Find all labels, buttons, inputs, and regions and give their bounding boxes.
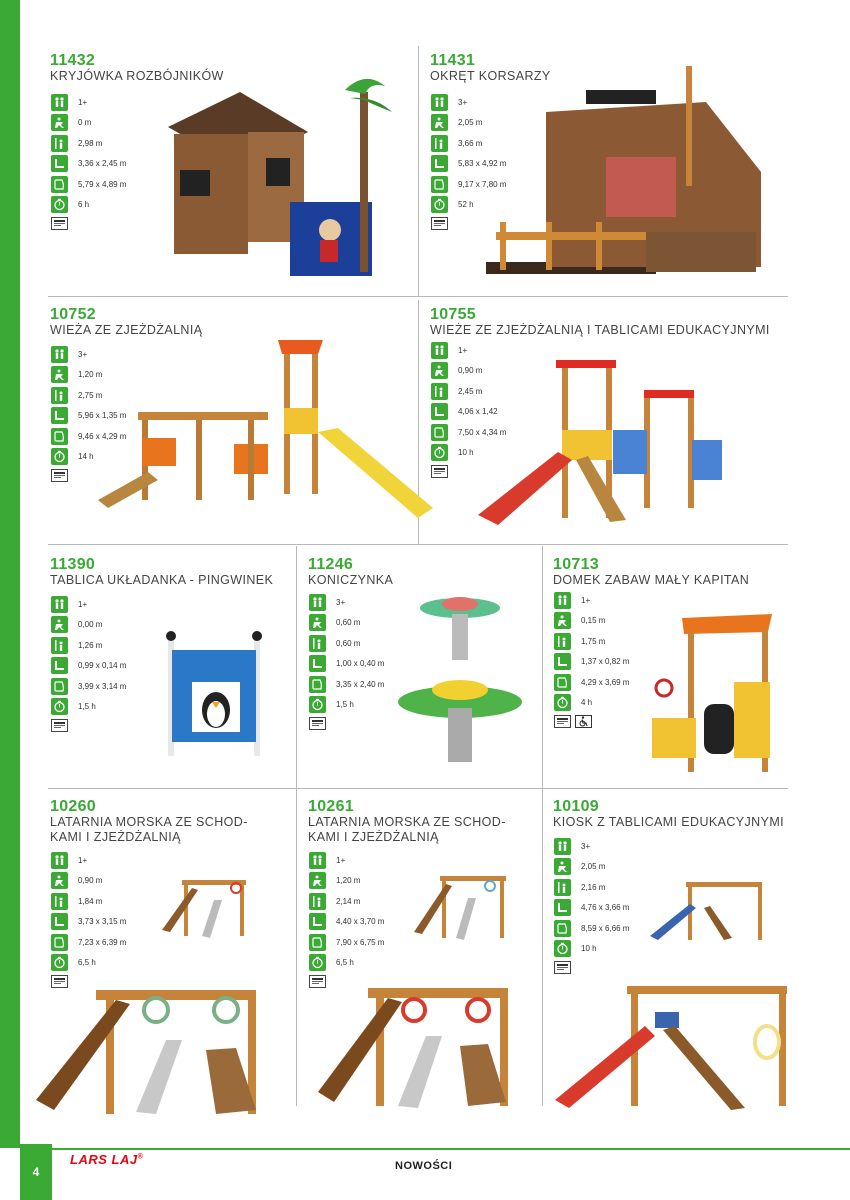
spec-value: 6,5 h [336, 958, 354, 968]
spec-value: 3,35 x 2,40 m [336, 679, 385, 689]
certificate-icon [51, 469, 68, 482]
product-code: 10261 [308, 798, 354, 815]
spec-value: 0,00 m [78, 620, 103, 630]
product-10713 [553, 556, 793, 588]
spec-value: 9,46 x 4,29 m [78, 431, 127, 441]
spec-value: 10 h [458, 448, 474, 458]
fall-height-icon [51, 616, 68, 633]
spec-value: 1,75 m [581, 636, 606, 646]
product-name: LATARNIA MORSKA ZE SCHOD- [50, 815, 248, 829]
dimensions-icon [309, 913, 326, 930]
spec-value: 0,15 m [581, 616, 606, 626]
spec-value: 3+ [581, 841, 591, 851]
spec-row [554, 590, 629, 611]
spec-value: 2,75 m [78, 390, 103, 400]
spec-value: 52 h [458, 200, 474, 210]
assembly-time-icon [431, 196, 448, 213]
product-code: 11390 [50, 556, 96, 573]
spec-list [51, 594, 126, 732]
spec-value: 7,90 x 6,75 m [336, 937, 385, 947]
spec-value: 1+ [78, 97, 88, 107]
fall-height-icon [51, 872, 68, 889]
spec-value: 1+ [581, 595, 591, 605]
spec-row [51, 656, 126, 677]
product-code: 11246 [308, 556, 354, 573]
spec-value: 8,59 x 6,66 m [581, 923, 630, 933]
certificate-icon [431, 217, 448, 230]
spec-value: 1+ [336, 855, 346, 865]
grid-divider [48, 788, 788, 789]
spec-row [554, 611, 629, 632]
dimensions-icon [51, 155, 68, 172]
certificate-icon [309, 717, 326, 730]
certification-badges [554, 715, 629, 728]
safety-zone-icon [51, 934, 68, 951]
spec-value: 6 h [78, 200, 90, 210]
spec-value: 1,20 m [78, 370, 103, 380]
safety-zone-icon [51, 678, 68, 695]
assembly-time-icon [309, 696, 326, 713]
spec-row [554, 898, 629, 919]
safety-zone-icon [51, 428, 68, 445]
spec-value: 4 h [581, 698, 593, 708]
assembly-time-icon [554, 694, 571, 711]
spec-value: 6,5 h [78, 958, 96, 968]
spec-row [51, 594, 126, 615]
assembly-time-icon [554, 940, 571, 957]
footer-divider [52, 1148, 850, 1150]
spec-value: 1+ [458, 345, 468, 355]
fall-height-icon [309, 614, 326, 631]
product-code: 10260 [50, 798, 96, 815]
spec-value: 3,36 x 2,45 m [78, 159, 127, 169]
wheelchair-accessible-icon [575, 715, 592, 728]
spec-row [554, 672, 629, 693]
spec-row [51, 154, 126, 175]
spec-value: 2,98 m [78, 138, 103, 148]
spec-value: 3,99 x 3,14 m [78, 681, 127, 691]
product-10109 [553, 798, 798, 830]
age-icon [309, 594, 326, 611]
certificate-icon [554, 961, 571, 974]
dimensions-icon [309, 655, 326, 672]
assembly-time-icon [51, 698, 68, 715]
fall-height-icon [51, 114, 68, 131]
spec-list [51, 92, 126, 230]
dimensions-icon [51, 913, 68, 930]
spec-row [309, 850, 384, 871]
spec-value: 3+ [336, 597, 346, 607]
grid-divider [48, 544, 788, 545]
age-icon [51, 94, 68, 111]
safety-zone-icon [431, 176, 448, 193]
product-code: 10109 [553, 798, 599, 815]
product-image [410, 868, 520, 944]
product-name: KAMI I ZJEŻDŻALNIĄ [50, 830, 181, 844]
product-image [160, 630, 270, 760]
height-icon [51, 135, 68, 152]
safety-zone-icon [554, 674, 571, 691]
product-10260 [50, 798, 295, 845]
spec-value: 4,29 x 3,69 m [581, 677, 630, 687]
certification-badges [51, 217, 126, 230]
age-icon [554, 838, 571, 855]
product-image [36, 970, 286, 1120]
spec-value: 5,96 x 1,35 m [78, 411, 127, 421]
age-icon [51, 346, 68, 363]
spec-value: 1,00 x 0,40 m [336, 659, 385, 669]
spec-row [51, 891, 126, 912]
spec-row [309, 592, 384, 613]
product-code: 10755 [430, 306, 476, 323]
spec-row [51, 133, 126, 154]
assembly-time-icon [51, 954, 68, 971]
assembly-time-icon [51, 196, 68, 213]
spec-value: 7,23 x 6,39 m [78, 937, 127, 947]
dimensions-icon [431, 155, 448, 172]
spec-row [554, 652, 629, 673]
product-image [555, 976, 795, 1112]
age-icon [51, 852, 68, 869]
product-image [478, 360, 728, 530]
spec-list [51, 850, 126, 988]
spec-row [554, 857, 629, 878]
spec-row [309, 695, 384, 716]
footer-section-label: NOWOŚCI [395, 1160, 453, 1172]
certification-badges [51, 719, 126, 732]
spec-value: 1,84 m [78, 896, 103, 906]
fall-height-icon [431, 362, 448, 379]
spec-row [309, 912, 384, 933]
spec-value: 3+ [458, 97, 468, 107]
spec-row [309, 674, 384, 695]
dimensions-icon [554, 899, 571, 916]
certificate-icon [51, 217, 68, 230]
certification-badges [554, 961, 629, 974]
spec-value: 3+ [78, 349, 88, 359]
certificate-icon [431, 465, 448, 478]
spec-list [554, 836, 629, 974]
product-code: 10752 [50, 306, 96, 323]
product-name: TABLICA UKŁADANKA - PINGWINEK [50, 573, 274, 587]
spec-value: 3,66 m [458, 138, 483, 148]
product-code: 11432 [50, 52, 96, 69]
spec-row [554, 877, 629, 898]
product-name: DOMEK ZABAW MAŁY KAPITAN [553, 573, 750, 587]
product-name: WIEŻE ZE ZJEŻDŻALNIĄ I TABLICAMI EDUKACYJNYMI [430, 323, 770, 337]
spec-value: 14 h [78, 452, 94, 462]
certificate-icon [51, 719, 68, 732]
height-icon [309, 635, 326, 652]
product-image [162, 870, 262, 940]
spec-row [309, 891, 384, 912]
spec-row [309, 871, 384, 892]
spec-value: 0,99 x 0,14 m [78, 661, 127, 671]
height-icon [309, 893, 326, 910]
spec-value: 4,76 x 3,66 m [581, 903, 630, 913]
spec-row [51, 92, 126, 113]
spec-value: 0,90 m [78, 876, 103, 886]
spec-value: 5,83 x 4,92 m [458, 159, 507, 169]
height-icon [554, 633, 571, 650]
spec-value: 0,60 m [336, 638, 361, 648]
fall-height-icon [554, 858, 571, 875]
product-code: 10713 [553, 556, 599, 573]
product-name: LATARNIA MORSKA ZE SCHOD- [308, 815, 506, 829]
product-image [160, 72, 410, 282]
spec-row [51, 635, 126, 656]
spec-value: 2,05 m [458, 118, 483, 128]
height-icon [51, 893, 68, 910]
product-10261 [308, 798, 540, 845]
spec-value: 1,5 h [336, 700, 354, 710]
certification-badges [309, 717, 384, 730]
spec-row [309, 633, 384, 654]
spec-value: 0,90 m [458, 366, 483, 376]
assembly-time-icon [51, 448, 68, 465]
dimensions-icon [431, 403, 448, 420]
spec-value: 1,20 m [336, 876, 361, 886]
grid-divider [542, 546, 543, 1106]
spec-value: 4,40 x 3,70 m [336, 917, 385, 927]
spec-row [554, 939, 629, 960]
product-name: KONICZYNKA [308, 573, 394, 587]
height-icon [431, 135, 448, 152]
fall-height-icon [51, 366, 68, 383]
spec-row [51, 932, 126, 953]
dimensions-icon [554, 653, 571, 670]
spec-row [51, 615, 126, 636]
height-icon [431, 383, 448, 400]
spec-value: 1+ [78, 855, 88, 865]
product-image [486, 62, 776, 282]
fall-height-icon [431, 114, 448, 131]
spec-row [309, 654, 384, 675]
spec-row [309, 613, 384, 634]
spec-value: 2,14 m [336, 896, 361, 906]
spec-row [51, 195, 126, 216]
dimensions-icon [51, 657, 68, 674]
product-image [98, 340, 438, 525]
product-10752 [50, 306, 415, 338]
spec-row [431, 340, 506, 361]
spec-list [554, 590, 629, 728]
side-accent-bar [0, 0, 20, 1148]
assembly-time-icon [431, 444, 448, 461]
spec-row [51, 676, 126, 697]
spec-row [51, 871, 126, 892]
spec-row [554, 693, 629, 714]
spec-row [554, 836, 629, 857]
spec-row [51, 912, 126, 933]
product-image [642, 608, 777, 778]
spec-value: 0 m [78, 118, 92, 128]
spec-value: 2,05 m [581, 862, 606, 872]
spec-value: 1+ [78, 599, 88, 609]
product-image [390, 590, 530, 770]
grid-divider [418, 46, 419, 296]
spec-value: 2,16 m [581, 882, 606, 892]
certificate-icon [554, 715, 571, 728]
spec-list [309, 850, 384, 988]
product-11390 [50, 556, 295, 588]
grid-divider [48, 296, 788, 297]
product-name: OKRĘT KORSARZY [430, 69, 551, 83]
page-number: 4 [20, 1144, 52, 1200]
spec-row [51, 113, 126, 134]
product-10755 [430, 306, 790, 338]
spec-value: 5,79 x 4,89 m [78, 179, 127, 189]
safety-zone-icon [431, 424, 448, 441]
fall-height-icon [309, 872, 326, 889]
spec-list [309, 592, 384, 730]
assembly-time-icon [309, 954, 326, 971]
spec-value: 1,37 x 0,82 m [581, 657, 630, 667]
spec-value: 2,45 m [458, 386, 483, 396]
spec-row [554, 631, 629, 652]
spec-row [51, 850, 126, 871]
grid-divider [296, 546, 297, 1106]
safety-zone-icon [554, 920, 571, 937]
height-icon [554, 879, 571, 896]
product-name: WIEŻA ZE ZJEŻDŻALNIĄ [50, 323, 203, 337]
fall-height-icon [554, 612, 571, 629]
product-image [318, 970, 530, 1110]
safety-zone-icon [51, 176, 68, 193]
spec-value: 7,50 x 4,34 m [458, 427, 507, 437]
height-icon [51, 637, 68, 654]
spec-value: 1,5 h [78, 702, 96, 712]
product-11246 [308, 556, 538, 588]
safety-zone-icon [309, 934, 326, 951]
age-icon [554, 592, 571, 609]
age-icon [51, 596, 68, 613]
spec-value: 9,17 x 7,80 m [458, 179, 507, 189]
spec-value: 0,60 m [336, 618, 361, 628]
height-icon [51, 387, 68, 404]
product-name: KRYJÓWKA ROZBÓJNIKÓW [50, 69, 224, 83]
spec-row [51, 174, 126, 195]
dimensions-icon [51, 407, 68, 424]
product-name: KAMI I ZJEŻDŻALNIĄ [308, 830, 439, 844]
spec-row [51, 697, 126, 718]
spec-value: 1,26 m [78, 640, 103, 650]
spec-value: 4,06 x 1,42 [458, 407, 498, 417]
spec-row [309, 932, 384, 953]
age-icon [309, 852, 326, 869]
product-image [650, 876, 770, 946]
brand-logo: LARS LAJ® [70, 1152, 144, 1167]
age-icon [431, 342, 448, 359]
spec-value: 10 h [581, 944, 597, 954]
safety-zone-icon [309, 676, 326, 693]
spec-row [554, 918, 629, 939]
spec-value: 3,73 x 3,15 m [78, 917, 127, 927]
age-icon [431, 94, 448, 111]
product-name: KIOSK Z TABLICAMI EDUKACYJNYMI [553, 815, 785, 829]
product-code: 11431 [430, 52, 476, 69]
